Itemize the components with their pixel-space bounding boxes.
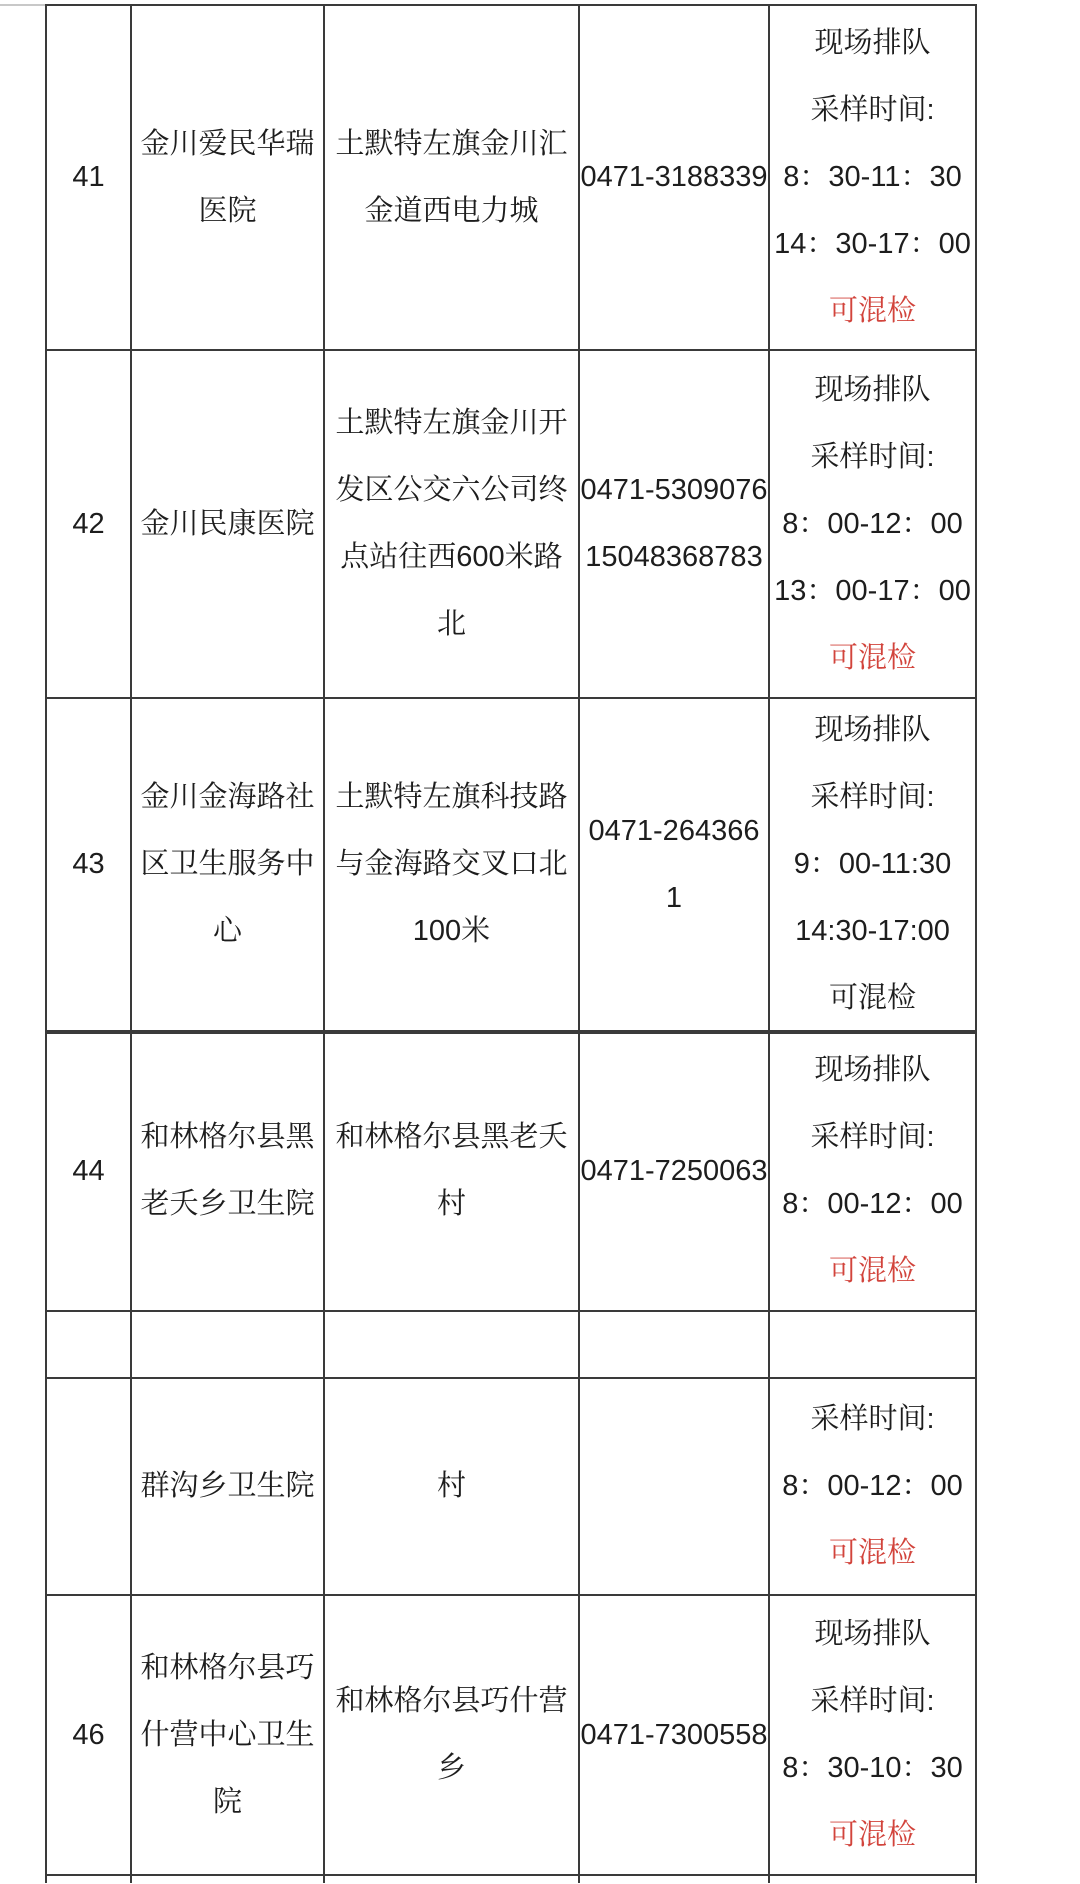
sampling-time-cell: [770, 1876, 977, 1883]
cell-line: 可混检: [828, 982, 916, 1014]
address-cell: [325, 1876, 580, 1883]
cell-line: 点站往西600米路: [340, 541, 563, 573]
address-cell: [325, 1312, 580, 1377]
cell-line: 15048368783: [585, 541, 763, 573]
cell-line: 和林格尔县巧: [140, 1651, 315, 1684]
cell-line: 村: [436, 1188, 466, 1220]
phone-cell: [580, 1032, 770, 1310]
row-number-cell: [47, 6, 132, 349]
cell-line: 和林格尔县黑: [140, 1121, 315, 1153]
cell-line: 可混检: [828, 295, 916, 327]
address-cell: [325, 6, 580, 349]
cell-line: 0471-264366: [588, 814, 760, 847]
cell-line: 群沟乡卫生院: [140, 1470, 315, 1502]
sampling-time-cell: [770, 699, 977, 1030]
row-number-cell: [47, 1876, 132, 1883]
cell-line: 金川爱民华瑞: [140, 127, 315, 160]
address-cell: [325, 351, 580, 697]
cell-line: 区卫生服务中: [140, 848, 315, 880]
cell-line: 土默特左旗金川开: [335, 407, 568, 439]
sampling-time-cell: [770, 1032, 977, 1310]
address-cell: [325, 1032, 580, 1310]
row-number-cell: [47, 1379, 132, 1594]
cell-line: 44: [72, 1154, 105, 1187]
table-row: [47, 351, 977, 699]
table-top-border-faded-segment: [0, 4, 45, 6]
sampling-time-cell: [770, 351, 977, 697]
cell-line: 可混检: [828, 1255, 916, 1287]
hospital-name-cell: [132, 351, 325, 697]
cell-line: 8：00-12：00: [782, 507, 963, 540]
cell-line: 院: [212, 1785, 242, 1818]
cell-line: 土默特左旗科技路: [335, 781, 568, 813]
row-number-cell: [47, 1596, 132, 1874]
cell-line: 和林格尔县黑老夭: [335, 1121, 568, 1153]
cell-line: 0471-7300558: [580, 1718, 768, 1751]
cell-line: 金川金海路社: [140, 781, 315, 813]
cell-line: 现场排队: [814, 1618, 931, 1650]
hospital-name-cell: [132, 6, 325, 349]
cell-line: 9：00-11:30: [793, 848, 952, 880]
table-row: [47, 1876, 977, 1883]
table-row: [47, 1379, 977, 1596]
cell-line: 心: [212, 915, 242, 947]
cell-line: 8：30-10：30: [782, 1752, 963, 1784]
cell-line: 可混检: [828, 641, 916, 674]
cell-line: 0471-5309076: [580, 474, 768, 506]
cell-line: 乡: [436, 1752, 466, 1784]
row-number-cell: [47, 1032, 132, 1310]
address-cell: [325, 699, 580, 1030]
sampling-time-cell: [770, 1379, 977, 1594]
hospital-name-cell: [132, 1596, 325, 1874]
cell-line: 村: [436, 1470, 466, 1502]
sampling-time-cell: [770, 1596, 977, 1874]
phone-cell: [580, 1312, 770, 1377]
cell-line: 41: [72, 161, 105, 193]
cell-line: 可混检: [828, 1537, 916, 1569]
cell-line: 采样时间:: [810, 94, 935, 126]
phone-cell: [580, 351, 770, 697]
cell-line: 医院: [198, 194, 257, 227]
hospital-name-cell: [132, 699, 325, 1030]
cell-line: 8：00-12：00: [782, 1188, 963, 1220]
hospital-name-cell: [132, 1032, 325, 1310]
cell-line: 46: [72, 1718, 105, 1751]
table-row: [47, 1312, 977, 1379]
cell-line: 什营中心卫生: [140, 1718, 315, 1751]
cell-line: 42: [72, 507, 105, 540]
cell-line: 14:30-17:00: [795, 915, 950, 947]
cell-line: 采样时间:: [810, 1403, 935, 1435]
sampling-time-cell: [770, 1312, 977, 1377]
cell-line: 北: [436, 608, 466, 640]
phone-cell: [580, 1596, 770, 1874]
sampling-time-cell: [770, 6, 977, 349]
cell-line: 可混检: [828, 1819, 916, 1851]
cell-line: 金川民康医院: [140, 507, 315, 540]
table-row: [47, 699, 977, 1032]
row-number-cell: [47, 699, 132, 1030]
hospital-name-cell: [132, 1312, 325, 1377]
cell-line: 金道西电力城: [364, 194, 539, 227]
address-cell: [325, 1596, 580, 1874]
cell-line: 现场排队: [814, 27, 931, 59]
cell-line: 现场排队: [814, 1054, 931, 1086]
cell-line: 土默特左旗金川汇: [335, 127, 568, 160]
cell-line: 1: [665, 881, 683, 914]
hospital-name-cell: [132, 1876, 325, 1883]
cell-line: 0471-3188339: [580, 161, 768, 193]
cell-line: 采样时间:: [810, 1685, 935, 1717]
phone-cell: [580, 6, 770, 349]
row-number-cell: [47, 1312, 132, 1377]
cell-line: 采样时间:: [810, 1121, 935, 1153]
table-row: [47, 1596, 977, 1876]
cell-line: 采样时间:: [810, 781, 935, 813]
cell-line: 8：00-12：00: [782, 1470, 963, 1502]
cell-line: 和林格尔县巧什营: [335, 1685, 568, 1717]
phone-cell: [580, 1876, 770, 1883]
cell-line: 老夭乡卫生院: [140, 1188, 315, 1220]
cell-line: 现场排队: [814, 373, 931, 406]
cell-line: 发区公交六公司终: [335, 474, 568, 506]
cell-line: 8：30-11：30: [783, 161, 962, 193]
cell-line: 现场排队: [814, 714, 931, 746]
hospital-name-cell: [132, 1379, 325, 1594]
testing-sites-table: [45, 6, 977, 1883]
cell-line: 13：00-17：00: [774, 574, 971, 607]
phone-cell: [580, 1379, 770, 1594]
cell-line: 与金海路交叉口北: [335, 848, 568, 880]
table-row: [47, 1032, 977, 1312]
phone-cell: [580, 699, 770, 1030]
cell-line: 100米: [412, 915, 491, 947]
cell-line: 采样时间:: [810, 440, 935, 473]
row-number-cell: [47, 351, 132, 697]
cell-line: 43: [72, 848, 105, 880]
table-row: [47, 6, 977, 351]
cell-line: 14：30-17：00: [774, 228, 971, 260]
cell-line: 0471-7250063: [580, 1154, 768, 1187]
address-cell: [325, 1379, 580, 1594]
